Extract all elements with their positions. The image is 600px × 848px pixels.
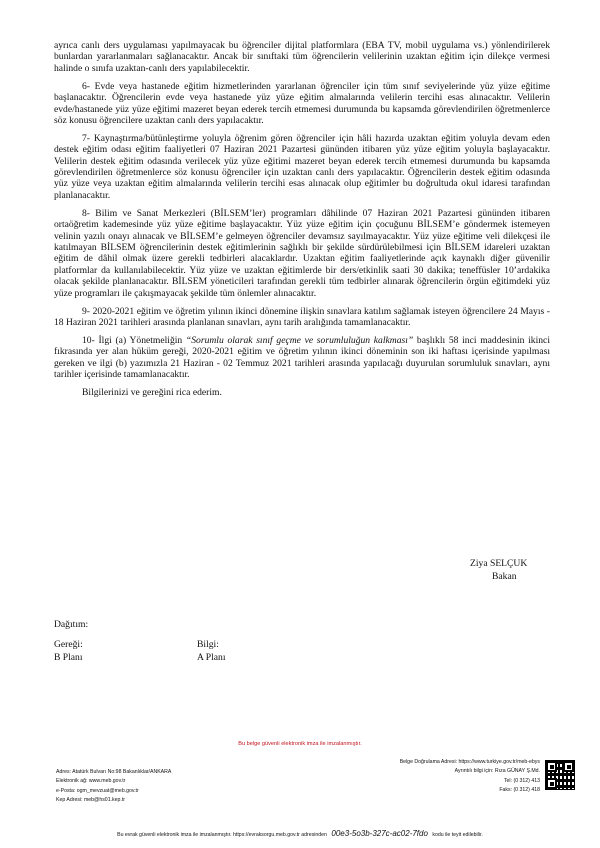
bilgi-label: Bilgi:	[197, 638, 219, 650]
gerekli-label: Gereği:	[54, 638, 83, 650]
signature-block	[470, 557, 560, 583]
verification-footer	[0, 829, 600, 838]
signatory-name: Ziya SELÇUK	[470, 558, 528, 569]
paragraph-10-lead: 10- İlgi (a) Yönetmeliğin	[82, 334, 186, 346]
paragraph-item-8: 8- Bilim ve Sanat Merkezleri (BİLSEM’ler) programları dâhilinde 07 Haziran 2021 Pazartesi gününden itibaren ortaöğretim kademesinde yüz yüze eğitime başlayacaktır. Yüz yüze eğitim için çocuğunu BİLSEM’e göndermek istemeyen velinin yazılı onayı alınacak ve BİLSEM’e gelmeyen öğrenciler devamsız sayılmayacaktır. Yüz yüze eğitime veli dilekçesi ile katılmayan BİLSEM öğrencilerinin destek eğitimlerinin sağlıklı bir şekilde sürdürülebilmesi için BİLSEM idareleri uzaktan eğitim de dâhil olmak üzere gerekli tedbirleri alacaklardır. Uzaktan eğitim faaliyetlerinde açık kaynaklı diğer güvenilir platformlar da kullanılabilecektir. Yüz yüze ve uzaktan eğitimlerde bir ders/etkinlik saati 30 dakika; teneffüsler 10’ardakika olacak şekilde planlanacaktır. BİLSEM yöneticileri tarafından gerekli tüm tedbirler alınarak öğrencilerin örgün eğitimdeki yüz yüze programları ile çakışmayacak şekilde tüm önlemler alınacaktır.	[54, 207, 550, 299]
verification-text-after: kodu ile teyit edilebilir.	[432, 832, 483, 838]
paragraph-continuation: ayrıca canlı ders uygulaması yapılmayacak bu öğrenciler dijital platformlara (EBA TV, mobil uygulama vs.) yönlendirilerek bunlardan yararlanmaları sağlanacaktır. Ancak bir sınıftaki tüm öğrencilerin velilerinin uzaktan eğitim için dilekçe vermesi halinde o sınıfa uzaktan-canlı ders yapılabilecektir.	[54, 40, 550, 74]
verification-text-before: Bu evrak güvenli elektronik imza ile imzalanmıştır. https://evraksorgu.meb.gov.tr adresinden	[117, 832, 327, 838]
distribution-values-row	[54, 651, 354, 665]
qr-finder-icon	[546, 761, 557, 772]
footer-fax: Faks: (0 312) 418	[499, 786, 540, 793]
e-signature-notice: Bu belge güvenli elektronik imza ile imzalanmıştır.	[238, 741, 362, 747]
distribution-heading: Dağıtım:	[54, 619, 89, 630]
footer-web: Elektronik ağ: www.meb.gov.tr	[56, 778, 126, 785]
footer-contact-right	[372, 758, 540, 795]
qr-code-icon	[545, 760, 575, 790]
footer-tel: Tel: (0 312) 413	[503, 777, 540, 784]
footer-contact-left	[56, 768, 316, 805]
paragraph-10-rest: başlıklı 58 inci maddesinin ikinci fıkrasında yer alan hüküm gereği, 2020-2021 eğitim ve öğretim yılının ikinci döneminin son iki haftası içerisinde yapılması gereken ve ilgi (b) yazımızla 21 Haziran - 02 Temmuz 2021 tarihleri arasında yapılacağı duyurulan sorumluluk sınavları, aynı tarihler içerisinde tamamlanacaktır.	[54, 334, 550, 381]
footer-kep: Kep Adresi: meb@hs01.kep.tr	[56, 796, 125, 803]
paragraph-item-9: 9- 2020-2021 eğitim ve öğretim yılının ikinci dönemine ilişkin sınavlara katılım sağlamak isteyen öğrencilere 24 Mayıs - 18 Haziran 2021 tarihleri arasında planlanan sınavları, aynı tarih aralığında tamamlanacaktır.	[54, 305, 550, 328]
footer-info-contact: Ayrıntılı bilgi için: Rıza GÜNAY Ş.Md.	[454, 768, 540, 775]
distribution-block	[54, 618, 354, 665]
footer-address: Adres: Atatürk Bulvarı No:98 Bakanlıklar/ANKARA	[56, 769, 172, 775]
closing-sentence: Bilgilerinizi ve gereğini rica ederim.	[82, 386, 222, 398]
verification-code: 00e3-5o3b-327c-ac02-7fdo	[331, 829, 428, 838]
footer-verify-address: Belge Doğrulama Adresi: https://www.turkiye.gov.tr/meb-ebys	[399, 759, 540, 765]
paragraph-item-10	[54, 335, 550, 381]
qr-finder-icon	[563, 761, 574, 772]
gerekli-value: B Planı	[54, 652, 83, 663]
signatory-title: Bakan	[492, 571, 517, 582]
paragraph-item-7: 7- Kaynaştırma/bütünleştirme yoluyla öğrenim gören öğrenciler için hâli hazırda uzaktan eğitim yoluyla devam eden destek eğitim odası eğitim faaliyetleri 07 Haziran 2021 Pazartesi gününden itibaren yüz yüze eğitim yoluyla başlayacaktır. Velilerin destek eğitim odasında verilecek yüz yüze eğitimi mazeret beyan ederek tercih etmemesi durumunda bu kapsamda görevlendirilen öğretmenlerce söz konusu öğrenciler için uzaktan canlı ders yapılacaktır. Öğrencilerin destek eğitim odasında yüz yüze veya uzaktan eğitim almalarında velilerin tercihi esas alınacak olup eğitimler bu doğrultuda okul idaresi tarafından planlanacaktır.	[54, 132, 550, 201]
letter-body	[54, 40, 550, 405]
distribution-labels-row	[54, 638, 354, 652]
qr-finder-icon	[546, 778, 557, 789]
bilgi-value: A Planı	[197, 652, 226, 663]
footer-email: e-Posta: ogm_mevzuat@meb.gov.tr	[56, 787, 139, 794]
paragraph-10-quote: “Sorumlu olarak sınıf geçme ve sorumluluğun kalkması”	[185, 334, 414, 346]
paragraph-item-6: 6- Evde veya hastanede eğitim hizmetlerinden yararlanan öğrenciler için tüm sınıf seviyelerinde yüz yüze eğitime başlanacaktır. Öğrencilerin evde veya hastanede yüz yüze eğitim almalarında velilerin tercihi esas alınacaktır. Velilerin evde/hastanede yüz yüze eğitimi mazeret beyan ederek tercih etmemesi durumunda bu kapsamda görevlendirilen öğretmenlerce söz konusu öğrencilere uzaktan canlı ders yapılacaktır.	[54, 80, 550, 126]
